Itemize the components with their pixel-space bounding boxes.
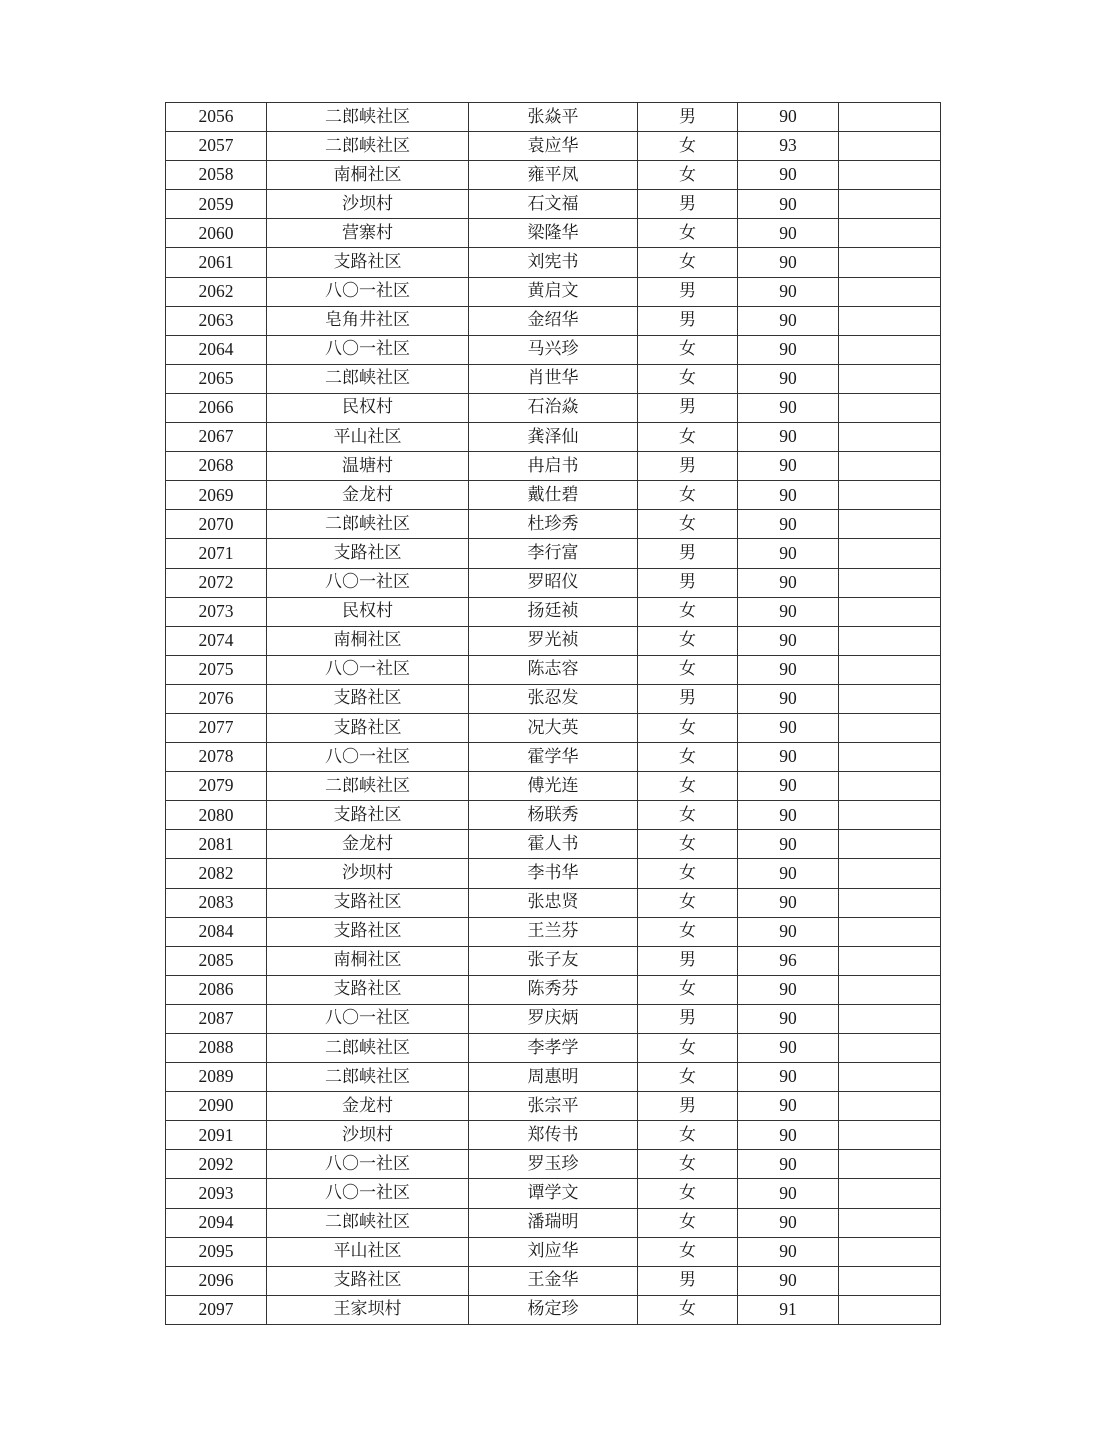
note-cell bbox=[839, 684, 941, 713]
gender-cell: 男 bbox=[638, 539, 738, 568]
gender-cell: 女 bbox=[638, 423, 738, 452]
age-cell: 90 bbox=[738, 277, 839, 306]
serial-number-cell: 2084 bbox=[166, 917, 267, 946]
community-cell: 沙坝村 bbox=[267, 1121, 469, 1150]
serial-number-cell: 2096 bbox=[166, 1266, 267, 1295]
gender-cell: 男 bbox=[638, 946, 738, 975]
serial-number-cell: 2090 bbox=[166, 1092, 267, 1121]
community-cell: 皂角井社区 bbox=[267, 306, 469, 335]
serial-number-cell: 2097 bbox=[166, 1295, 267, 1324]
table-row bbox=[166, 917, 941, 946]
table-row bbox=[166, 626, 941, 655]
gender-cell: 女 bbox=[638, 364, 738, 393]
community-cell: 支路社区 bbox=[267, 1266, 469, 1295]
note-cell bbox=[839, 859, 941, 888]
community-cell: 支路社区 bbox=[267, 539, 469, 568]
age-cell: 90 bbox=[738, 975, 839, 1004]
serial-number-cell: 2070 bbox=[166, 510, 267, 539]
person-name-cell: 石文福 bbox=[469, 190, 638, 219]
note-cell bbox=[839, 1150, 941, 1179]
serial-number-cell: 2056 bbox=[166, 103, 267, 132]
serial-number-cell: 2068 bbox=[166, 452, 267, 481]
serial-number-cell: 2094 bbox=[166, 1208, 267, 1237]
gender-cell: 女 bbox=[638, 1179, 738, 1208]
serial-number-cell: 2085 bbox=[166, 946, 267, 975]
table-row bbox=[166, 1208, 941, 1237]
community-cell: 二郎峡社区 bbox=[267, 1063, 469, 1092]
gender-cell: 女 bbox=[638, 1295, 738, 1324]
table-row bbox=[166, 830, 941, 859]
note-cell bbox=[839, 1004, 941, 1033]
gender-cell: 女 bbox=[638, 713, 738, 742]
age-cell: 90 bbox=[738, 1063, 839, 1092]
gender-cell: 女 bbox=[638, 1121, 738, 1150]
community-cell: 支路社区 bbox=[267, 801, 469, 830]
person-name-cell: 傅光连 bbox=[469, 772, 638, 801]
community-cell: 支路社区 bbox=[267, 888, 469, 917]
community-cell: 八〇一社区 bbox=[267, 277, 469, 306]
note-cell bbox=[839, 1237, 941, 1266]
age-cell: 90 bbox=[738, 103, 839, 132]
serial-number-cell: 2062 bbox=[166, 277, 267, 306]
note-cell bbox=[839, 306, 941, 335]
age-cell: 90 bbox=[738, 1208, 839, 1237]
community-cell: 南桐社区 bbox=[267, 626, 469, 655]
gender-cell: 女 bbox=[638, 161, 738, 190]
person-name-cell: 罗昭仪 bbox=[469, 568, 638, 597]
gender-cell: 女 bbox=[638, 1150, 738, 1179]
note-cell bbox=[839, 132, 941, 161]
note-cell bbox=[839, 1121, 941, 1150]
community-cell: 八〇一社区 bbox=[267, 1150, 469, 1179]
table-row bbox=[166, 1092, 941, 1121]
table-row bbox=[166, 1004, 941, 1033]
note-cell bbox=[839, 393, 941, 422]
person-name-cell: 冉启书 bbox=[469, 452, 638, 481]
community-cell: 王家坝村 bbox=[267, 1295, 469, 1324]
note-cell bbox=[839, 743, 941, 772]
gender-cell: 男 bbox=[638, 452, 738, 481]
serial-number-cell: 2086 bbox=[166, 975, 267, 1004]
serial-number-cell: 2057 bbox=[166, 132, 267, 161]
person-name-cell: 刘宪书 bbox=[469, 248, 638, 277]
note-cell bbox=[839, 888, 941, 917]
gender-cell: 女 bbox=[638, 1063, 738, 1092]
community-cell: 支路社区 bbox=[267, 975, 469, 1004]
age-cell: 90 bbox=[738, 713, 839, 742]
table-row bbox=[166, 132, 941, 161]
table-row bbox=[166, 277, 941, 306]
age-cell: 90 bbox=[738, 1034, 839, 1063]
age-cell: 90 bbox=[738, 801, 839, 830]
gender-cell: 男 bbox=[638, 568, 738, 597]
note-cell bbox=[839, 568, 941, 597]
gender-cell: 女 bbox=[638, 248, 738, 277]
note-cell bbox=[839, 161, 941, 190]
gender-cell: 女 bbox=[638, 801, 738, 830]
person-name-cell: 罗光祯 bbox=[469, 626, 638, 655]
gender-cell: 女 bbox=[638, 219, 738, 248]
gender-cell: 男 bbox=[638, 684, 738, 713]
age-cell: 90 bbox=[738, 161, 839, 190]
gender-cell: 女 bbox=[638, 1208, 738, 1237]
table-row bbox=[166, 423, 941, 452]
age-cell: 90 bbox=[738, 306, 839, 335]
note-cell bbox=[839, 219, 941, 248]
age-cell: 90 bbox=[738, 393, 839, 422]
serial-number-cell: 2058 bbox=[166, 161, 267, 190]
gender-cell: 男 bbox=[638, 190, 738, 219]
person-name-cell: 杨联秀 bbox=[469, 801, 638, 830]
community-cell: 八〇一社区 bbox=[267, 568, 469, 597]
table-row bbox=[166, 248, 941, 277]
gender-cell: 男 bbox=[638, 306, 738, 335]
note-cell bbox=[839, 1266, 941, 1295]
table-row bbox=[166, 772, 941, 801]
table-row bbox=[166, 597, 941, 626]
community-cell: 营寨村 bbox=[267, 219, 469, 248]
note-cell bbox=[839, 655, 941, 684]
note-cell bbox=[839, 917, 941, 946]
age-cell: 90 bbox=[738, 1121, 839, 1150]
person-name-cell: 郑传书 bbox=[469, 1121, 638, 1150]
community-cell: 二郎峡社区 bbox=[267, 103, 469, 132]
gender-cell: 女 bbox=[638, 481, 738, 510]
community-cell: 支路社区 bbox=[267, 684, 469, 713]
serial-number-cell: 2061 bbox=[166, 248, 267, 277]
table-row bbox=[166, 1266, 941, 1295]
community-cell: 南桐社区 bbox=[267, 161, 469, 190]
gender-cell: 女 bbox=[638, 132, 738, 161]
note-cell bbox=[839, 772, 941, 801]
serial-number-cell: 2060 bbox=[166, 219, 267, 248]
roster-body bbox=[166, 103, 941, 1325]
community-cell: 支路社区 bbox=[267, 917, 469, 946]
person-name-cell: 龚泽仙 bbox=[469, 423, 638, 452]
table-row bbox=[166, 1150, 941, 1179]
age-cell: 90 bbox=[738, 1266, 839, 1295]
community-cell: 金龙村 bbox=[267, 830, 469, 859]
table-row bbox=[166, 539, 941, 568]
age-cell: 90 bbox=[738, 539, 839, 568]
age-cell: 90 bbox=[738, 830, 839, 859]
community-cell: 平山社区 bbox=[267, 1237, 469, 1266]
serial-number-cell: 2080 bbox=[166, 801, 267, 830]
note-cell bbox=[839, 946, 941, 975]
gender-cell: 女 bbox=[638, 917, 738, 946]
serial-number-cell: 2081 bbox=[166, 830, 267, 859]
age-cell: 90 bbox=[738, 772, 839, 801]
person-name-cell: 周惠明 bbox=[469, 1063, 638, 1092]
person-name-cell: 霍学华 bbox=[469, 743, 638, 772]
gender-cell: 女 bbox=[638, 510, 738, 539]
age-cell: 90 bbox=[738, 655, 839, 684]
gender-cell: 女 bbox=[638, 975, 738, 1004]
table-row bbox=[166, 1063, 941, 1092]
person-name-cell: 李行富 bbox=[469, 539, 638, 568]
roster-table bbox=[165, 102, 941, 1325]
person-name-cell: 金绍华 bbox=[469, 306, 638, 335]
age-cell: 90 bbox=[738, 888, 839, 917]
note-cell bbox=[839, 1092, 941, 1121]
person-name-cell: 李书华 bbox=[469, 859, 638, 888]
table-row bbox=[166, 1179, 941, 1208]
person-name-cell: 杨定珍 bbox=[469, 1295, 638, 1324]
gender-cell: 女 bbox=[638, 859, 738, 888]
gender-cell: 女 bbox=[638, 655, 738, 684]
table-row bbox=[166, 219, 941, 248]
community-cell: 二郎峡社区 bbox=[267, 132, 469, 161]
person-name-cell: 张忠贤 bbox=[469, 888, 638, 917]
serial-number-cell: 2091 bbox=[166, 1121, 267, 1150]
serial-number-cell: 2088 bbox=[166, 1034, 267, 1063]
gender-cell: 女 bbox=[638, 626, 738, 655]
age-cell: 90 bbox=[738, 917, 839, 946]
note-cell bbox=[839, 423, 941, 452]
table-row bbox=[166, 888, 941, 917]
table-row bbox=[166, 452, 941, 481]
person-name-cell: 李孝学 bbox=[469, 1034, 638, 1063]
table-row bbox=[166, 946, 941, 975]
serial-number-cell: 2066 bbox=[166, 393, 267, 422]
note-cell bbox=[839, 975, 941, 1004]
person-name-cell: 谭学文 bbox=[469, 1179, 638, 1208]
gender-cell: 男 bbox=[638, 103, 738, 132]
gender-cell: 女 bbox=[638, 597, 738, 626]
table-row bbox=[166, 161, 941, 190]
table-row bbox=[166, 393, 941, 422]
serial-number-cell: 2076 bbox=[166, 684, 267, 713]
table-row bbox=[166, 335, 941, 364]
community-cell: 南桐社区 bbox=[267, 946, 469, 975]
note-cell bbox=[839, 713, 941, 742]
age-cell: 90 bbox=[738, 219, 839, 248]
gender-cell: 女 bbox=[638, 772, 738, 801]
community-cell: 支路社区 bbox=[267, 248, 469, 277]
community-cell: 八〇一社区 bbox=[267, 655, 469, 684]
person-name-cell: 黄启文 bbox=[469, 277, 638, 306]
note-cell bbox=[839, 539, 941, 568]
community-cell: 二郎峡社区 bbox=[267, 772, 469, 801]
community-cell: 民权村 bbox=[267, 393, 469, 422]
age-cell: 90 bbox=[738, 859, 839, 888]
community-cell: 平山社区 bbox=[267, 423, 469, 452]
serial-number-cell: 2093 bbox=[166, 1179, 267, 1208]
serial-number-cell: 2075 bbox=[166, 655, 267, 684]
age-cell: 90 bbox=[738, 684, 839, 713]
person-name-cell: 罗玉珍 bbox=[469, 1150, 638, 1179]
table-row bbox=[166, 801, 941, 830]
serial-number-cell: 2065 bbox=[166, 364, 267, 393]
table-row bbox=[166, 1237, 941, 1266]
person-name-cell: 肖世华 bbox=[469, 364, 638, 393]
serial-number-cell: 2083 bbox=[166, 888, 267, 917]
table-row bbox=[166, 481, 941, 510]
serial-number-cell: 2078 bbox=[166, 743, 267, 772]
serial-number-cell: 2072 bbox=[166, 568, 267, 597]
serial-number-cell: 2067 bbox=[166, 423, 267, 452]
serial-number-cell: 2059 bbox=[166, 190, 267, 219]
age-cell: 96 bbox=[738, 946, 839, 975]
age-cell: 90 bbox=[738, 423, 839, 452]
gender-cell: 男 bbox=[638, 277, 738, 306]
person-name-cell: 况大英 bbox=[469, 713, 638, 742]
gender-cell: 男 bbox=[638, 1004, 738, 1033]
serial-number-cell: 2074 bbox=[166, 626, 267, 655]
table-row bbox=[166, 103, 941, 132]
age-cell: 90 bbox=[738, 743, 839, 772]
community-cell: 八〇一社区 bbox=[267, 1004, 469, 1033]
person-name-cell: 戴仕碧 bbox=[469, 481, 638, 510]
person-name-cell: 扬廷祯 bbox=[469, 597, 638, 626]
table-row bbox=[166, 1034, 941, 1063]
age-cell: 90 bbox=[738, 248, 839, 277]
table-row bbox=[166, 364, 941, 393]
serial-number-cell: 2073 bbox=[166, 597, 267, 626]
age-cell: 90 bbox=[738, 452, 839, 481]
table-row bbox=[166, 510, 941, 539]
gender-cell: 女 bbox=[638, 830, 738, 859]
person-name-cell: 陈秀芬 bbox=[469, 975, 638, 1004]
person-name-cell: 石治焱 bbox=[469, 393, 638, 422]
person-name-cell: 马兴珍 bbox=[469, 335, 638, 364]
note-cell bbox=[839, 597, 941, 626]
note-cell bbox=[839, 103, 941, 132]
person-name-cell: 袁应华 bbox=[469, 132, 638, 161]
gender-cell: 女 bbox=[638, 888, 738, 917]
person-name-cell: 王兰芬 bbox=[469, 917, 638, 946]
age-cell: 90 bbox=[738, 1150, 839, 1179]
age-cell: 90 bbox=[738, 481, 839, 510]
table-row bbox=[166, 655, 941, 684]
serial-number-cell: 2082 bbox=[166, 859, 267, 888]
community-cell: 温塘村 bbox=[267, 452, 469, 481]
gender-cell: 女 bbox=[638, 1237, 738, 1266]
community-cell: 民权村 bbox=[267, 597, 469, 626]
note-cell bbox=[839, 1208, 941, 1237]
note-cell bbox=[839, 830, 941, 859]
note-cell bbox=[839, 277, 941, 306]
person-name-cell: 王金华 bbox=[469, 1266, 638, 1295]
note-cell bbox=[839, 364, 941, 393]
serial-number-cell: 2087 bbox=[166, 1004, 267, 1033]
table-row bbox=[166, 1295, 941, 1324]
gender-cell: 男 bbox=[638, 393, 738, 422]
serial-number-cell: 2064 bbox=[166, 335, 267, 364]
person-name-cell: 张子友 bbox=[469, 946, 638, 975]
gender-cell: 女 bbox=[638, 743, 738, 772]
serial-number-cell: 2063 bbox=[166, 306, 267, 335]
community-cell: 金龙村 bbox=[267, 1092, 469, 1121]
age-cell: 91 bbox=[738, 1295, 839, 1324]
community-cell: 二郎峡社区 bbox=[267, 1034, 469, 1063]
age-cell: 90 bbox=[738, 1092, 839, 1121]
table-row bbox=[166, 975, 941, 1004]
note-cell bbox=[839, 626, 941, 655]
community-cell: 八〇一社区 bbox=[267, 1179, 469, 1208]
age-cell: 90 bbox=[738, 568, 839, 597]
serial-number-cell: 2071 bbox=[166, 539, 267, 568]
serial-number-cell: 2089 bbox=[166, 1063, 267, 1092]
person-name-cell: 张焱平 bbox=[469, 103, 638, 132]
gender-cell: 男 bbox=[638, 1092, 738, 1121]
gender-cell: 女 bbox=[638, 335, 738, 364]
community-cell: 八〇一社区 bbox=[267, 335, 469, 364]
person-name-cell: 霍人书 bbox=[469, 830, 638, 859]
note-cell bbox=[839, 481, 941, 510]
gender-cell: 女 bbox=[638, 1034, 738, 1063]
age-cell: 90 bbox=[738, 510, 839, 539]
note-cell bbox=[839, 248, 941, 277]
community-cell: 支路社区 bbox=[267, 713, 469, 742]
note-cell bbox=[839, 1063, 941, 1092]
person-name-cell: 杜珍秀 bbox=[469, 510, 638, 539]
community-cell: 二郎峡社区 bbox=[267, 1208, 469, 1237]
community-cell: 金龙村 bbox=[267, 481, 469, 510]
person-name-cell: 张宗平 bbox=[469, 1092, 638, 1121]
table-row bbox=[166, 743, 941, 772]
community-cell: 沙坝村 bbox=[267, 190, 469, 219]
serial-number-cell: 2095 bbox=[166, 1237, 267, 1266]
age-cell: 90 bbox=[738, 1237, 839, 1266]
person-name-cell: 潘瑞明 bbox=[469, 1208, 638, 1237]
serial-number-cell: 2069 bbox=[166, 481, 267, 510]
table-row bbox=[166, 568, 941, 597]
note-cell bbox=[839, 1295, 941, 1324]
note-cell bbox=[839, 1034, 941, 1063]
table-row bbox=[166, 306, 941, 335]
community-cell: 二郎峡社区 bbox=[267, 510, 469, 539]
age-cell: 90 bbox=[738, 1179, 839, 1208]
community-cell: 八〇一社区 bbox=[267, 743, 469, 772]
person-name-cell: 罗庆炳 bbox=[469, 1004, 638, 1033]
serial-number-cell: 2079 bbox=[166, 772, 267, 801]
age-cell: 90 bbox=[738, 364, 839, 393]
age-cell: 90 bbox=[738, 190, 839, 219]
table-row bbox=[166, 859, 941, 888]
note-cell bbox=[839, 335, 941, 364]
person-name-cell: 张忍发 bbox=[469, 684, 638, 713]
table-row bbox=[166, 1121, 941, 1150]
note-cell bbox=[839, 190, 941, 219]
age-cell: 93 bbox=[738, 132, 839, 161]
serial-number-cell: 2092 bbox=[166, 1150, 267, 1179]
table-row bbox=[166, 684, 941, 713]
serial-number-cell: 2077 bbox=[166, 713, 267, 742]
person-name-cell: 陈志容 bbox=[469, 655, 638, 684]
person-name-cell: 雍平凤 bbox=[469, 161, 638, 190]
note-cell bbox=[839, 801, 941, 830]
age-cell: 90 bbox=[738, 335, 839, 364]
age-cell: 90 bbox=[738, 597, 839, 626]
person-name-cell: 刘应华 bbox=[469, 1237, 638, 1266]
note-cell bbox=[839, 452, 941, 481]
age-cell: 90 bbox=[738, 626, 839, 655]
gender-cell: 男 bbox=[638, 1266, 738, 1295]
note-cell bbox=[839, 1179, 941, 1208]
community-cell: 沙坝村 bbox=[267, 859, 469, 888]
person-name-cell: 梁隆华 bbox=[469, 219, 638, 248]
table-row bbox=[166, 713, 941, 742]
note-cell bbox=[839, 510, 941, 539]
age-cell: 90 bbox=[738, 1004, 839, 1033]
community-cell: 二郎峡社区 bbox=[267, 364, 469, 393]
table-row bbox=[166, 190, 941, 219]
